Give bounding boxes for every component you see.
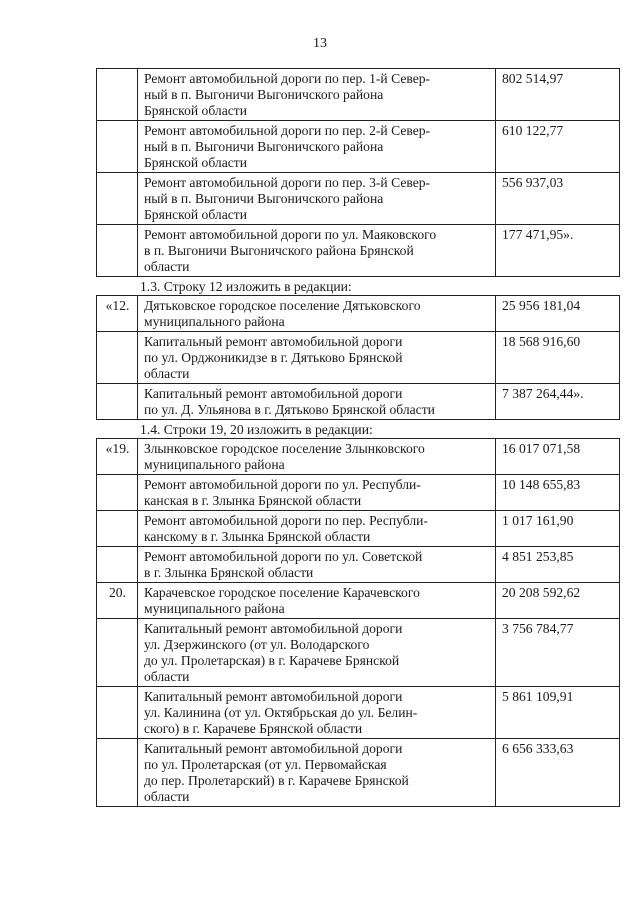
description-line: Злынковское городское поселение Злынковского [144,441,425,456]
row-description [138,225,496,277]
row-amount: 20 208 592,62 [496,583,620,619]
description-line: Капитальный ремонт автомобильной дороги [144,334,403,349]
table-row [97,296,620,332]
description-line: Ремонт автомобильной дороги по пер. 2-й Север- [144,123,431,138]
description-line: ный в п. Выгоничи Выгоничского района [144,87,384,102]
description-line: Брянской области [144,155,247,170]
description-line: Капитальный ремонт автомобильной дороги [144,621,403,636]
row-12-table [96,295,620,420]
description-line: муниципального района [144,314,285,329]
table-row [97,619,620,687]
row-number [97,511,138,547]
description-line: Ремонт автомобильной дороги по ул. Маяковского [144,227,437,242]
row-number [97,332,138,384]
row-description [138,475,496,511]
description-line: Ремонт автомобильной дороги по пер. 1-й Север- [144,71,431,86]
description-line: Брянской области [144,103,247,118]
row-description [138,739,496,807]
row-description [138,296,496,332]
description-line: канскому в г. Злынка Брянской области [144,529,371,544]
description-line: канская в г. Злынка Брянской области [144,493,362,508]
description-line: области [144,366,190,381]
row-description [138,69,496,121]
table-row [97,687,620,739]
row-amount: 7 387 264,44». [496,384,620,420]
amendment-caption-rows-19-20: 1.4. Строки 19, 20 изложить в редакции: [140,422,373,437]
row-amount: 6 656 333,63 [496,739,620,807]
row-description [138,173,496,225]
table-row [97,739,620,807]
description-line: по ул. Орджоникидзе в г. Дятьково Брянской [144,350,403,365]
table-row [97,69,620,121]
amendment-caption-row-12: 1.3. Строку 12 изложить в редакции: [140,279,352,294]
row-description [138,332,496,384]
description-line: Ремонт автомобильной дороги по ул. Республи- [144,477,421,492]
row-number [97,619,138,687]
table-row [97,121,620,173]
description-line: ул. Дзержинского (от ул. Володарского [144,637,370,652]
description-line: до ул. Пролетарская) в г. Карачеве Брянской [144,653,400,668]
description-line: Ремонт автомобильной дороги по ул. Советской [144,549,423,564]
description-line: до пер. Пролетарский) в г. Карачеве Брянской [144,773,409,788]
row-number [97,475,138,511]
description-line: по ул. Д. Ульянова в г. Дятьково Брянской области [144,402,435,417]
row-amount: 177 471,95». [496,225,620,277]
row-description [138,619,496,687]
table-row [97,511,620,547]
description-line: ный в п. Выгоничи Выгоничского района [144,191,384,206]
row-number [97,225,138,277]
row-amount: 3 756 784,77 [496,619,620,687]
row-description [138,439,496,475]
description-line: области [144,669,190,684]
row-amount: 610 122,77 [496,121,620,173]
row-number: 20. [97,583,138,619]
description-line: Капитальный ремонт автомобильной дороги [144,741,403,756]
description-line: по ул. Пролетарская (от ул. Первомайская [144,757,387,772]
description-line: области [144,789,190,804]
description-line: в п. Выгоничи Выгоничского района Брянской [144,243,414,258]
description-line: ул. Калинина (от ул. Октябрьская до ул. Белин- [144,705,418,720]
description-line: Ремонт автомобильной дороги по пер. 3-й Север- [144,175,431,190]
row-number: «12. [97,296,138,332]
row-number [97,739,138,807]
row-amount: 25 956 181,04 [496,296,620,332]
description-line: Карачевское городское поселение Карачевского [144,585,420,600]
row-amount: 16 017 071,58 [496,439,620,475]
row-description [138,384,496,420]
row-amount: 5 861 109,91 [496,687,620,739]
table-row [97,384,620,420]
table-row [97,583,620,619]
table-row [97,547,620,583]
table-row [97,225,620,277]
row-description [138,583,496,619]
row-amount: 18 568 916,60 [496,332,620,384]
row-number [97,173,138,225]
description-line: Капитальный ремонт автомобильной дороги [144,386,403,401]
description-line: муниципального района [144,601,285,616]
row-number [97,69,138,121]
rows-19-20-table [96,438,620,807]
table-row [97,332,620,384]
road-repair-table-continued [96,68,620,277]
row-description [138,547,496,583]
row-number [97,547,138,583]
row-amount: 1 017 161,90 [496,511,620,547]
description-line: в г. Злынка Брянской области [144,565,314,580]
row-number: «19. [97,439,138,475]
row-amount: 556 937,03 [496,173,620,225]
description-line: муниципального района [144,457,285,472]
table-row [97,173,620,225]
description-line: Ремонт автомобильной дороги по пер. Республи- [144,513,428,528]
row-description [138,687,496,739]
description-line: Капитальный ремонт автомобильной дороги [144,689,403,704]
description-line: Дятьковское городское поселение Дятьковского [144,298,421,313]
description-line: ского) в г. Карачеве Брянской области [144,721,363,736]
table-row [97,439,620,475]
description-line: ный в п. Выгоничи Выгоничского района [144,139,384,154]
description-line: области [144,259,190,274]
row-number [97,121,138,173]
table-row [97,475,620,511]
row-amount: 4 851 253,85 [496,547,620,583]
row-number [97,687,138,739]
description-line: Брянской области [144,207,247,222]
row-number [97,384,138,420]
page-number: 13 [313,36,327,51]
row-amount: 10 148 655,83 [496,475,620,511]
row-description [138,121,496,173]
row-description [138,511,496,547]
row-amount: 802 514,97 [496,69,620,121]
